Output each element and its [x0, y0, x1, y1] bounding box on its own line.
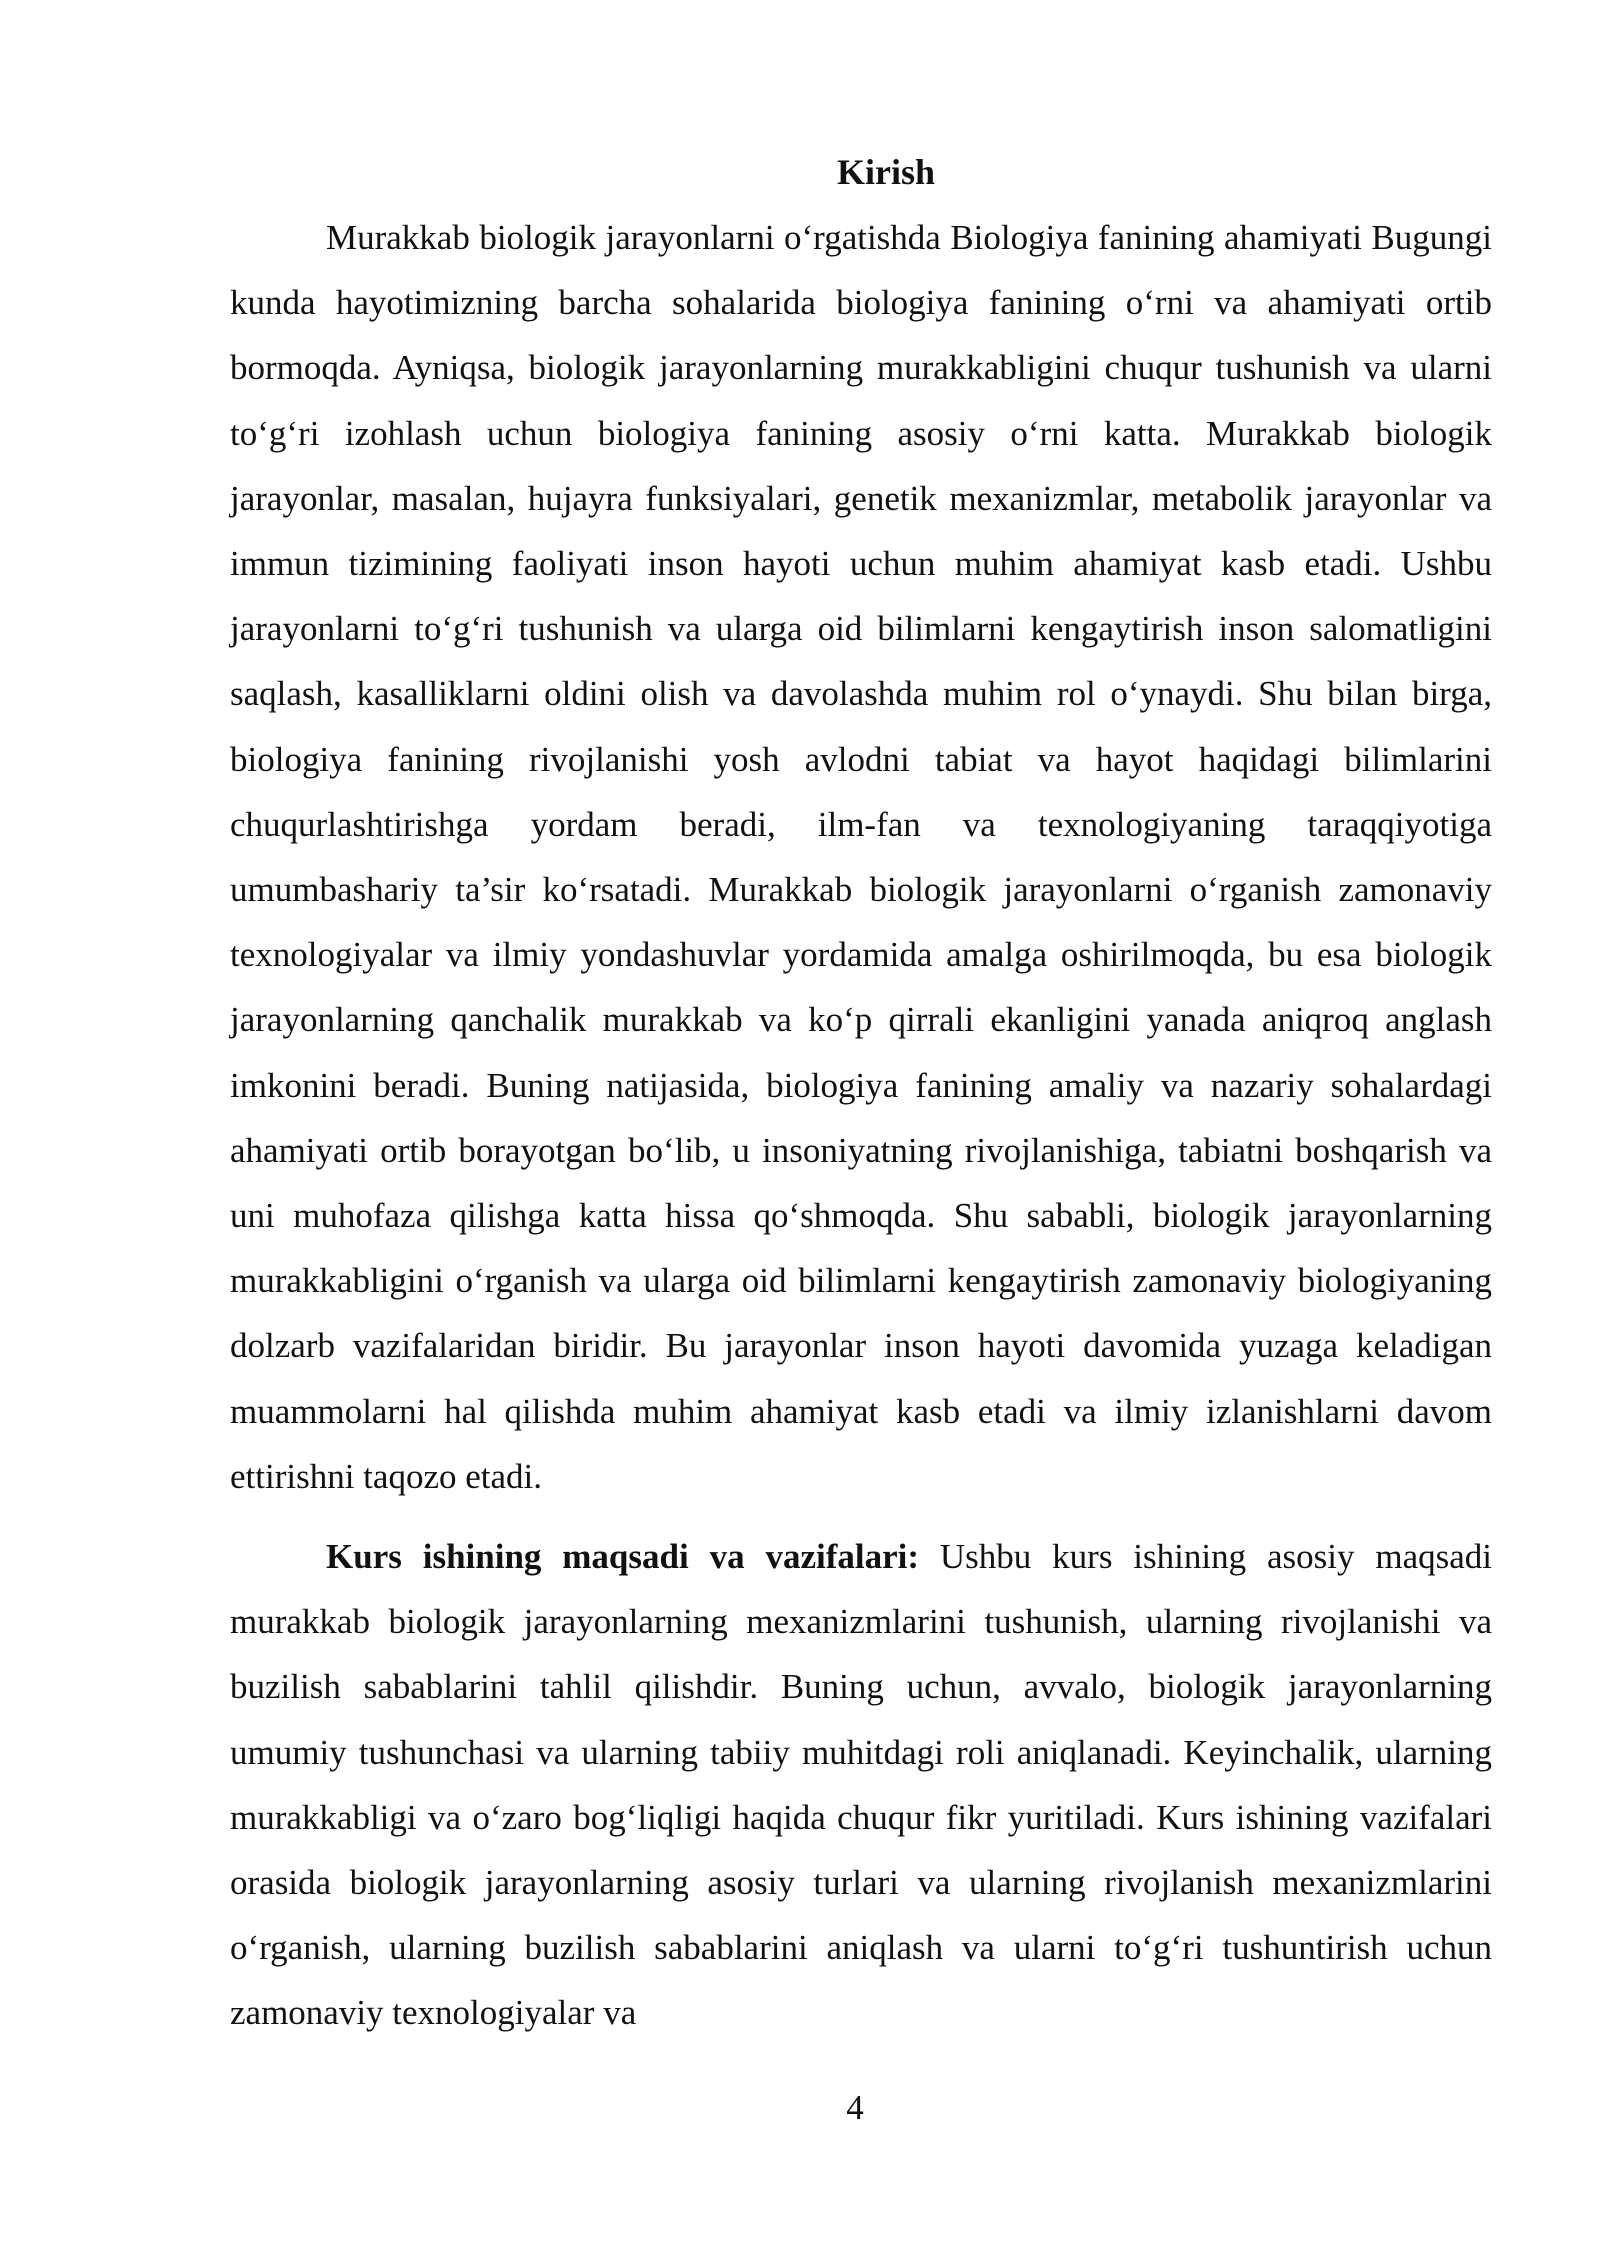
- course-goals-heading: Kurs ishining maqsadi va vazifalari:: [326, 1537, 920, 1577]
- introduction-paragraph: [230, 205, 1492, 1509]
- page-content: [230, 140, 1492, 2046]
- introduction-paragraph-text: Murakkab biologik jarayonlarni o‘rgatishda Biologiya fanining ahamiyati Bugungi kunda hayotimizning barcha sohalarida biologiya fanining o‘rni va ahamiyati ortib bormoqda. Ayniqsa, biologik jarayonlarning murakkabligini chuqur tushunish va ularni to‘g‘ri izohlash uchun biologiya fanining asosiy o‘rni katta. Murakkab biologik jarayonlar, masalan, hujayra funksiyalari, genetik mexanizmlar, metabolik jarayonlar va immun tizimining faoliyati inson hayoti uchun muhim ahamiyat kasb etadi. Ushbu jarayonlarni to‘g‘ri tushunish va ularga oid bilimlarni kengaytirish inson salomatligini saqlash, kasalliklarni oldini olish va davolashda muhim rol o‘ynaydi. Shu bilan birga, biologiya fanining rivojlanishi yosh avlodni tabiat va hayot haqidagi bilimlarini chuqurlashtirishga yordam beradi, ilm-fan va texnologiyaning taraqqiyotiga umumbashariy ta’sir ko‘rsatadi. Murakkab biologik jarayonlarni o‘rganish zamonaviy texnologiyalar va ilmiy yondashuvlar yordamida amalga oshirilmoqda, bu esa biologik jarayonlarning qanchalik murakkab va ko‘p qirrali ekanligini yanada aniqroq anglash imkonini beradi. Buning natijasida, biologiya fanining amaliy va nazariy sohalardagi ahamiyati ortib borayotgan bo‘lib, u insoniyatning rivojlanishiga, tabiatni boshqarish va uni muhofaza qilishga katta hissa qo‘shmoqda. Shu sababli, biologik jarayonlarning murakkabligini o‘rganish va ularga oid bilimlarni kengaytirish zamonaviy biologiyaning dolzarb vazifalaridan biridir. Bu jarayonlar inson hayoti davomida yuzaga keladigan muammolarni hal qilishda muhim ahamiyat kasb etadi va ilmiy izlanishlarni davom ettirishni taqozo etadi.: [230, 218, 1492, 1496]
- page-number: 4: [846, 2088, 864, 2127]
- section-title: Kirish: [836, 152, 935, 192]
- course-goals-paragraph: [230, 1524, 1492, 2046]
- course-goals-paragraph-text: Ushbu kurs ishining asosiy maqsadi murakkab biologik jarayonlarning mexanizmlarini tushunish, ularning rivojlanishi va buzilish sabablarini tahlil qilishdir. Buning uchun, avvalo, biologik jarayonlarning umumiy tushunchasi va ularning tabiiy muhitdagi roli aniqlanadi. Keyinchalik, ularning murakkabligi va o‘zaro bog‘liqligi haqida chuqur fikr yuritiladi. Kurs ishining vazifalari orasida biologik jarayonlarning asosiy turlari va ularning rivojlanish mexanizmlarini o‘rganish, ularning buzilish sabablarini aniqlash va ularni to‘g‘ri tushuntirish uchun zamonaviy texnologiyalar va: [230, 1537, 1492, 2033]
